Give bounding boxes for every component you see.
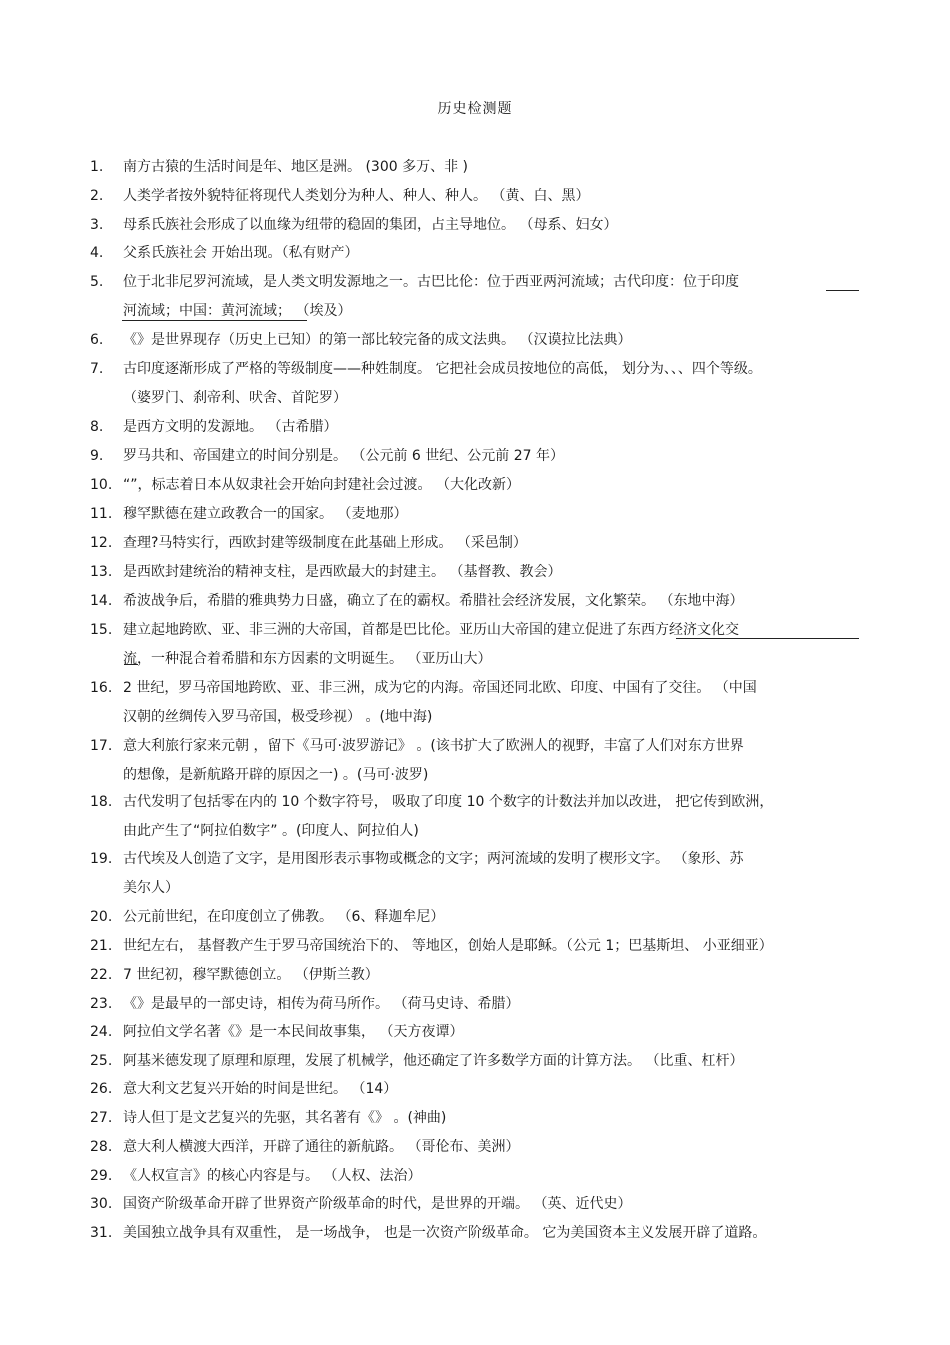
blank-underline xyxy=(122,320,307,321)
question-text: 阿拉伯文学名著《》是一本民间故事集， （天方夜谭） xyxy=(123,1024,464,1040)
question-number: 25. xyxy=(90,1053,113,1069)
question-text: 阿基米德发现了原理和原理，发展了机械学，他还确定了许多数学方面的计算方法。 （比重、杠杆） xyxy=(123,1053,744,1069)
question-text: 公元前世纪，在印度创立了佛教。 （6、释迦牟尼） xyxy=(123,909,445,925)
question-text: 位于北非尼罗河流域，是人类文明发源地之一。古巴比伦：位于西亚两河流域；古代印度：位于印度 xyxy=(123,274,739,290)
question-text: “”，标志着日本从奴隶社会开始向封建社会过渡。 （大化改新） xyxy=(123,477,520,493)
blank-underline xyxy=(826,290,859,291)
question-text: 是西方文明的发源地。 （古希腊） xyxy=(123,419,338,435)
question-text: 《》是最早的一部史诗，相传为荷马所作。 （荷马史诗、希腊） xyxy=(123,996,520,1012)
question-number: 5. xyxy=(90,274,104,290)
question-number: 6. xyxy=(90,332,104,348)
question-number: 10. xyxy=(90,477,113,493)
question-text: 是西欧封建统治的精神支柱，是西欧最大的封建主。 （基督教、教会） xyxy=(123,564,562,580)
question-text: 古代发明了包括零在内的 10 个数字符号， 吸取了印度 10 个数字的计数法并加以改进， 把它传到欧洲， xyxy=(123,794,774,810)
question-number: 4. xyxy=(90,245,104,261)
question-text-continued: 美尔人） xyxy=(123,880,179,896)
question-number: 7. xyxy=(90,361,104,377)
question-text-continued: 由此产生了“阿拉伯数字” 。(印度人、阿拉伯人) xyxy=(123,823,419,839)
question-number: 27. xyxy=(90,1110,113,1126)
question-text: 古印度逐渐形成了严格的等级制度——种姓制度。 它把社会成员按地位的高低， 划分为、、、四个等级。 xyxy=(123,361,762,377)
question-number: 2. xyxy=(90,188,104,204)
question-text-continued: 汉朝的丝绸传入罗马帝国，极受珍视） 。(地中海) xyxy=(123,709,433,725)
question-text: 世纪左右， 基督教产生于罗马帝国统治下的、 等地区，创始人是耶稣。（公元 1；巴基斯坦、 小亚细亚） xyxy=(123,938,773,954)
question-number: 19. xyxy=(90,851,113,867)
question-text: 意大利人横渡大西洋，开辟了通往的新航路。 （哥伦布、美洲） xyxy=(123,1139,520,1155)
question-number: 9. xyxy=(90,448,104,464)
question-text: 穆罕默德在建立政教合一的国家。 （麦地那） xyxy=(123,506,408,522)
question-text: 建立起地跨欧、亚、非三洲的大帝国，首都是巴比伦。亚历山大帝国的建立促进了东西方经济文化交 xyxy=(123,622,739,638)
blank-underline xyxy=(676,638,859,639)
question-number: 1. xyxy=(90,159,104,175)
question-text: 意大利文艺复兴开始的时间是世纪。 （14） xyxy=(123,1081,398,1097)
question-text-continued: （婆罗门、刹帝利、吠舍、首陀罗） xyxy=(123,390,347,406)
question-text: 母系氏族社会形成了以血缘为纽带的稳固的集团，占主导地位。 （母系、妇女） xyxy=(123,217,618,233)
question-text: 国资产阶级革命开辟了世界资产阶级革命的时代，是世界的开端。 （英、近代史） xyxy=(123,1196,632,1212)
question-text: 父系氏族社会 开始出现。（私有财产） xyxy=(123,245,359,261)
question-text: 美国独立战争具有双重性， 是一场战争， 也是一次资产阶级革命。 它为美国资本主义发展开辟了道路。 xyxy=(123,1225,767,1241)
question-number: 13. xyxy=(90,564,113,580)
question-number: 16. xyxy=(90,680,113,696)
question-number: 22. xyxy=(90,967,113,983)
question-number: 17. xyxy=(90,738,113,754)
question-number: 11. xyxy=(90,506,113,522)
question-number: 23. xyxy=(90,996,113,1012)
question-text: 古代埃及人创造了文字，是用图形表示事物或概念的文字；两河流域的发明了楔形文字。 （象形、苏 xyxy=(123,851,744,867)
question-text: 人类学者按外貌特征将现代人类划分为种人、种人、种人。 （黄、白、黑） xyxy=(123,188,590,204)
question-number: 31. xyxy=(90,1225,113,1241)
question-text-continued: 流，一种混合着希腊和东方因素的文明诞生。 （亚历山大） xyxy=(123,651,492,667)
question-number: 14. xyxy=(90,593,113,609)
question-text-continued: 河流域；中国：黄河流域； （埃及） xyxy=(123,303,352,319)
question-text: 诗人但丁是文艺复兴的先驱，其名著有《》 。(神曲) xyxy=(123,1110,447,1126)
question-number: 3. xyxy=(90,217,104,233)
question-number: 8. xyxy=(90,419,104,435)
question-number: 21. xyxy=(90,938,113,954)
question-number: 26. xyxy=(90,1081,113,1097)
question-text: 《》是世界现存（历史上已知）的第一部比较完备的成文法典。 （汉谟拉比法典） xyxy=(123,332,632,348)
document-title: 历史检测题 xyxy=(437,101,513,117)
question-number: 29. xyxy=(90,1168,113,1184)
question-number: 15. xyxy=(90,622,113,638)
question-number: 12. xyxy=(90,535,113,551)
question-number: 18. xyxy=(90,794,113,810)
question-number: 24. xyxy=(90,1024,113,1040)
question-text: 2 世纪，罗马帝国地跨欧、亚、非三洲，成为它的内海。帝国还同北欧、印度、中国有了交往。 （中国 xyxy=(123,680,757,696)
question-text: 意大利旅行家来元朝 ，留下《马可·波罗游记》 。(该书扩大了欧洲人的视野，丰富了人们对东方世界 xyxy=(123,738,744,754)
question-text: 南方古猿的生活时间是年、地区是洲。 (300 多万、非 ) xyxy=(123,159,468,175)
question-number: 28. xyxy=(90,1139,113,1155)
question-text: 查理?马特实行，西欧封建等级制度在此基础上形成。 （采邑制） xyxy=(123,535,527,551)
question-number: 30. xyxy=(90,1196,113,1212)
question-text-continued: 的想像，是新航路开辟的原因之一) 。(马可·波罗) xyxy=(123,767,429,783)
question-text: 《人权宣言》的核心内容是与。 （人权、法治） xyxy=(123,1168,422,1184)
question-text: 希波战争后，希腊的雅典势力日盛，确立了在的霸权。希腊社会经济发展，文化繁荣。 （东地中海） xyxy=(123,593,744,609)
question-text: 7 世纪初，穆罕默德创立。 （伊斯兰教） xyxy=(123,967,379,983)
question-text: 罗马共和、帝国建立的时间分别是。 （公元前 6 世纪、公元前 27 年） xyxy=(123,448,564,464)
question-number: 20. xyxy=(90,909,113,925)
blank-underline xyxy=(124,664,138,665)
